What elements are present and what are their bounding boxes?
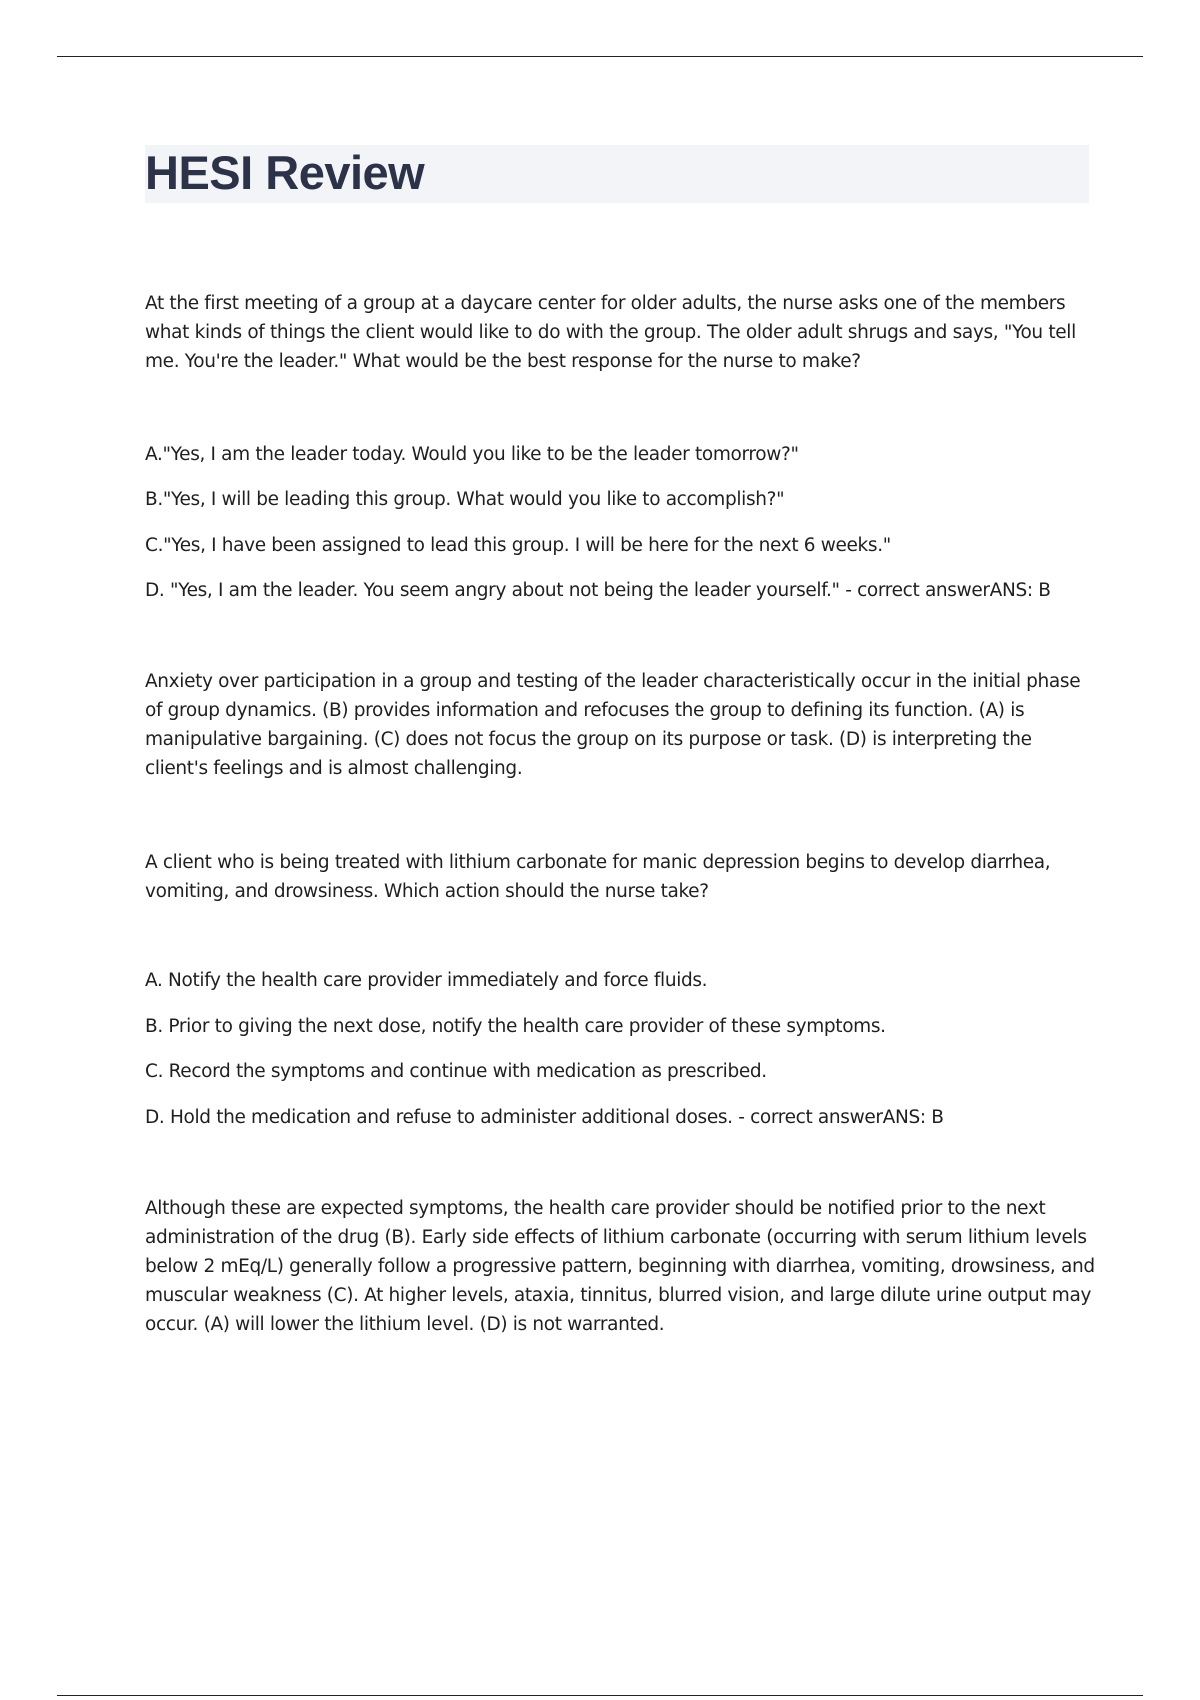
page-title: HESI Review bbox=[145, 146, 425, 199]
question-2-option-c: C. Record the symptoms and continue with medication as prescribed. bbox=[145, 1061, 767, 1082]
question-2-stem: A client who is being treated with lithium carbonate for manic depression begins to develop diarrhea, vomiting, and drowsiness. Which action should the nurse take? bbox=[145, 852, 1051, 902]
question-1-option-c: C."Yes, I have been assigned to lead this group. I will be here for the next 6 weeks." bbox=[145, 535, 891, 556]
question-2-option-b: B. Prior to giving the next dose, notify the health care provider of these symptoms. bbox=[145, 1016, 886, 1037]
question-2-option-a: A. Notify the health care provider immediately and force fluids. bbox=[145, 970, 708, 991]
question-1-rationale: Anxiety over participation in a group and testing of the leader characteristically occur in the initial phase of group dynamics. (B) provides information and refocuses the group to defining its function. (A) is manipulative bargaining. (C) does not focus the group on its purpose or task. (D) is interpreting the client's feelings and is almost challenging. bbox=[145, 671, 1081, 779]
question-1-option-b: B."Yes, I will be leading this group. What would you like to accomplish?" bbox=[145, 489, 785, 510]
question-2-option-d: D. Hold the medication and refuse to administer additional doses. - correct answerANS: B bbox=[145, 1107, 944, 1128]
footer-rule bbox=[57, 1695, 1143, 1696]
question-1-stem: At the first meeting of a group at a daycare center for older adults, the nurse asks one of the members what kinds of things the client would like to do with the group. The older adult shrugs and says, "You tell me. You're the leader." What would be the best response for the nurse to make? bbox=[145, 293, 1076, 372]
question-1-option-a: A."Yes, I am the leader today. Would you like to be the leader tomorrow?" bbox=[145, 444, 799, 465]
question-2-rationale: Although these are expected symptoms, the health care provider should be notified prior to the next administration of the drug (B). Early side effects of lithium carbonate (occurring with serum lithium levels below 2 mEq/L) generally follow a progressive pattern, beginning with diarrhea, vomiting, drowsiness, and muscular weakness (C). At higher levels, ataxia, tinnitus, blurred vision, and large dilute urine output may occur. (A) will lower the lithium level. (D) is not warranted. bbox=[145, 1198, 1095, 1335]
header-rule bbox=[57, 56, 1143, 57]
question-1-option-d: D. "Yes, I am the leader. You seem angry about not being the leader yourself." - correct answerANS: B bbox=[145, 580, 1051, 601]
